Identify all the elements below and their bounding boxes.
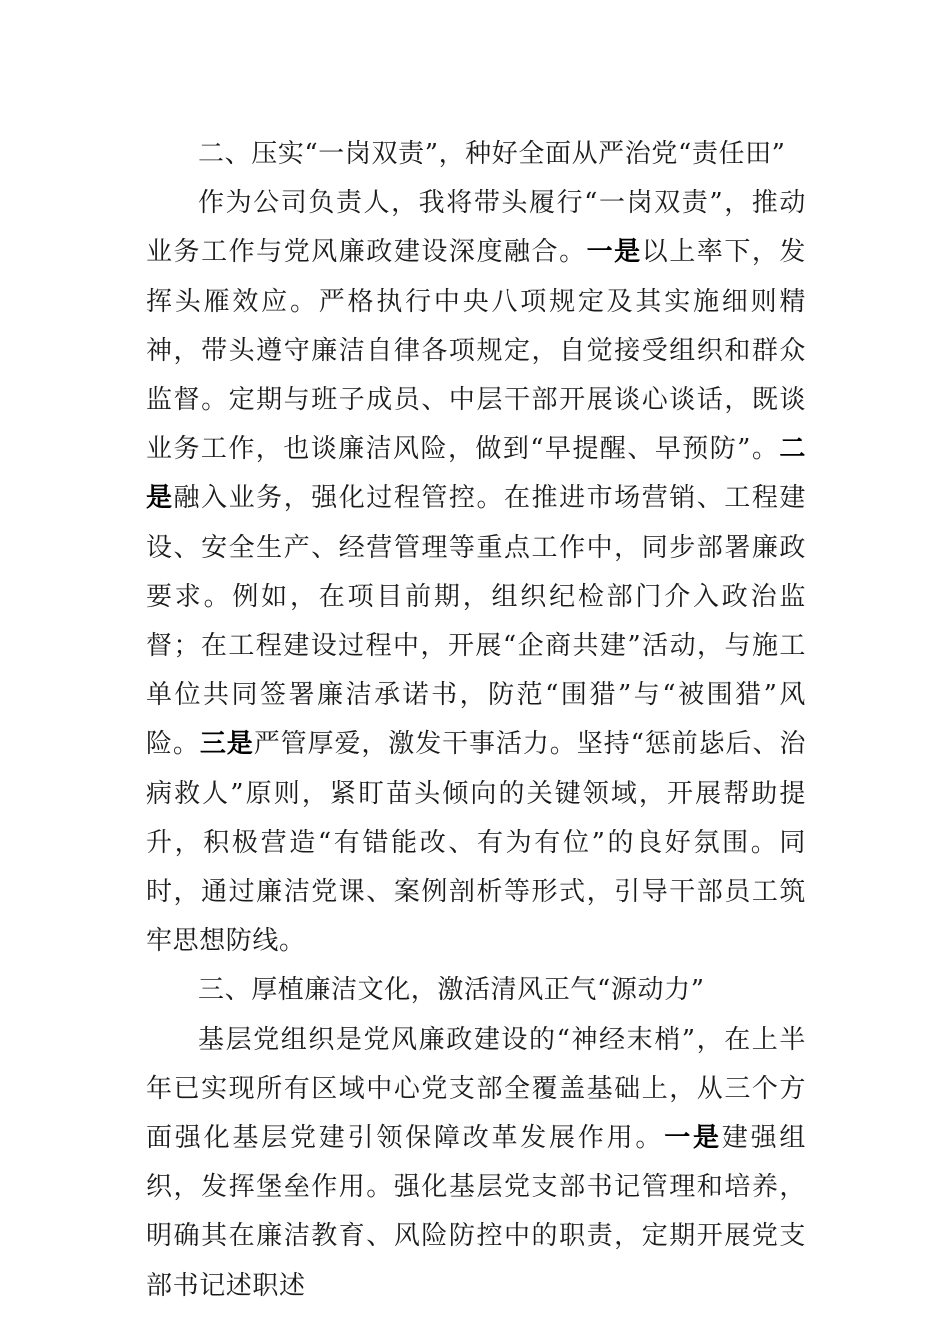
document-page: [146, 130, 806, 1311]
keyword-third: 三是: [199, 729, 254, 760]
section-3-intro: 基层党组织是党风廉政建设的“神经末梢”，在上半年已实现所有区域中心党支部全覆盖基础上，从三个方面强化基层党建引领保障改革发展作用。: [146, 1024, 806, 1154]
keyword-second: 二是: [146, 434, 806, 514]
section-3-paragraph: [146, 1016, 806, 1311]
section-2-paragraph: [146, 179, 806, 966]
section-2-point-2: 融入业务，强化过程管控。在推进市场营销、工程建设、安全生产、经营管理等重点工作中，同步部署廉政要求。例如，在项目前期，组织纪检部门介入政治监督；在工程建设过程中，开展“企商共建”活动，与施工单位共同签署廉洁承诺书，防范“围猎”与“被围猎”风险。: [146, 483, 806, 760]
section-2-heading: 二、压实“一岗双责”，种好全面从严治党“责任田”: [198, 139, 786, 169]
section-2-point-1: 以上率下，发挥头雁效应。严格执行中央八项规定及其实施细则精神，带头遵守廉洁自律各项规定，自觉接受组织和群众监督。定期与班子成员、中层干部开展谈心谈话，既谈业务工作，也谈廉洁风险，做到“早提醒、早预防”。: [146, 237, 806, 465]
section-3-heading: 三、厚植廉洁文化，激活清风正气“源动力”: [198, 975, 705, 1006]
keyword-first-s3: 一是: [664, 1123, 722, 1154]
section-3-point-1: 建强组织，发挥堡垒作用。强化基层党支部书记管理和培养，明确其在廉洁教育、风险防控中的职责，定期开展党支部书记述职述: [146, 1123, 806, 1301]
section-2-point-3: 严管厚爱，激发干事活力。坚持“惩前毖后、治病救人”原则，紧盯苗头倾向的关键领域，开展帮助提升，积极营造“有错能改、有为有位”的良好氛围。同时，通过廉洁党课、案例剖析等形式，引导干部员工筑牢思想防线。: [146, 729, 806, 957]
keyword-first: 一是: [586, 237, 642, 268]
section-2-intro: 作为公司负责人，我将带头履行“一岗双责”，推动业务工作与党风廉政建设深度融合。: [146, 188, 806, 268]
